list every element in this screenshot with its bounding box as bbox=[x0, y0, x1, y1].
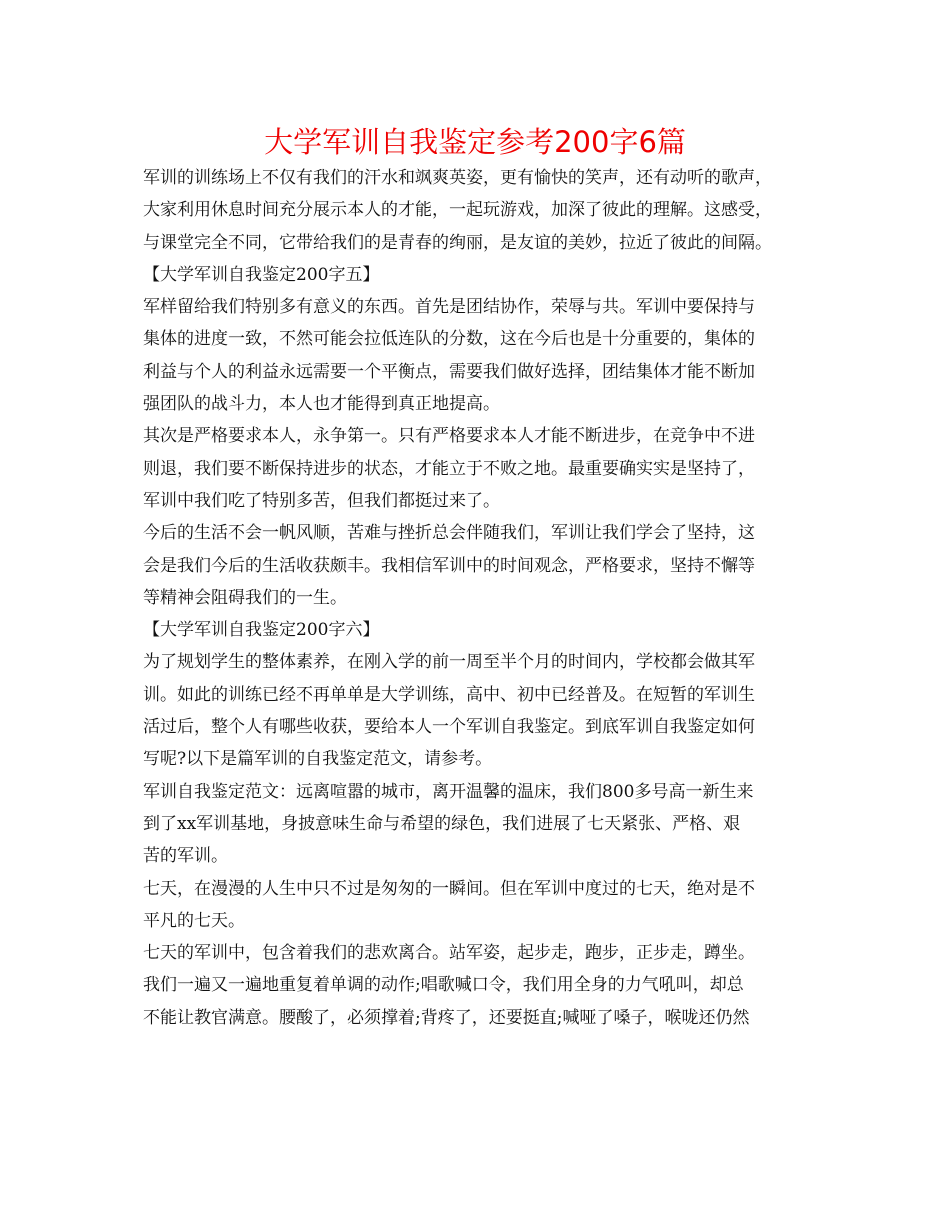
text-line: 今后的生活不会一帆风顺，苦难与挫折总会伴随我们，军训让我们学会了坚持，这 bbox=[143, 523, 755, 544]
text-line: 七天，在漫漫的人生中只不过是匆匆的一瞬间。但在军训中度过的七天，绝对是不 bbox=[143, 878, 755, 899]
text-line: 七天的军训中，包含着我们的悲欢离合。站军姿，起步走，跑步，正步走，蹲坐。 bbox=[143, 943, 755, 964]
text-line: 集体的进度一致，不然可能会拉低连队的分数，这在今后也是十分重要的，集体的 bbox=[143, 329, 755, 350]
text-line: 与课堂完全不同，它带给我们的是青春的绚丽，是友谊的美妙，拉近了彼此的间隔。 bbox=[143, 232, 772, 253]
text-line: 利益与个人的利益永远需要一个平衡点，需要我们做好选择，团结集体才能不断加 bbox=[143, 361, 755, 382]
text-line: 到了xx军训基地，身披意味生命与希望的绿色，我们进展了七天紧张、严格、艰 bbox=[143, 813, 741, 834]
text-line: 为了规划学生的整体素养，在刚入学的前一周至半个月的时间内，学校都会做其军 bbox=[143, 652, 755, 673]
section-heading: 【大学军训自我鉴定200字五】 bbox=[143, 264, 380, 285]
text-line: 强团队的战斗力，本人也才能得到真正地提高。 bbox=[143, 394, 500, 415]
text-line: 写呢?以下是篇军训的自我鉴定范文，请参考。 bbox=[143, 749, 493, 770]
text-line: 军样留给我们特别多有意义的东西。首先是团结协作，荣辱与共。军训中要保持与 bbox=[143, 297, 755, 318]
text-line: 其次是严格要求本人，永争第一。只有严格要求本人才能不断进步，在竞争中不进 bbox=[143, 426, 755, 447]
text-line: 军训中我们吃了特别多苦，但我们都挺过来了。 bbox=[143, 490, 500, 511]
text-line: 不能让教官满意。腰酸了，必须撑着;背疼了，还要挺直;喊哑了嗓子，喉咙还仍然 bbox=[143, 1007, 750, 1028]
text-line: 大家利用休息时间充分展示本人的才能，一起玩游戏，加深了彼此的理解。这感受， bbox=[143, 200, 772, 221]
text-line: 等精神会阻碍我们的一生。 bbox=[143, 587, 347, 608]
document-title: 大学军训自我鉴定参考200字6篇 bbox=[264, 125, 686, 159]
text-line: 我们一遍又一遍地重复着单调的动作;唱歌喊口令，我们用全身的力气吼叫，却总 bbox=[143, 975, 744, 996]
text-line: 平凡的七天。 bbox=[143, 910, 245, 931]
text-line: 军训自我鉴定范文：远离喧嚣的城市，离开温馨的温床，我们800多号高一新生来 bbox=[143, 781, 754, 802]
section-heading: 【大学军训自我鉴定200字六】 bbox=[143, 620, 380, 641]
text-line: 苦的军训。 bbox=[143, 846, 228, 867]
text-line: 会是我们今后的生活收获颇丰。我相信军训中的时间观念，严格要求，坚持不懈等 bbox=[143, 555, 755, 576]
text-line: 则退，我们要不断保持进步的状态，才能立于不败之地。最重要确实实是坚持了， bbox=[143, 458, 755, 479]
text-line: 军训的训练场上不仅有我们的汗水和飒爽英姿，更有愉快的笑声，还有动听的歌声， bbox=[143, 168, 772, 188]
document-body bbox=[143, 162, 843, 1034]
text-line: 活过后，整个人有哪些收获，要给本人一个军训自我鉴定。到底军训自我鉴定如何 bbox=[143, 717, 755, 738]
text-line: 训。如此的训练已经不再单单是大学训练，高中、初中已经普及。在短暂的军训生 bbox=[143, 684, 755, 705]
